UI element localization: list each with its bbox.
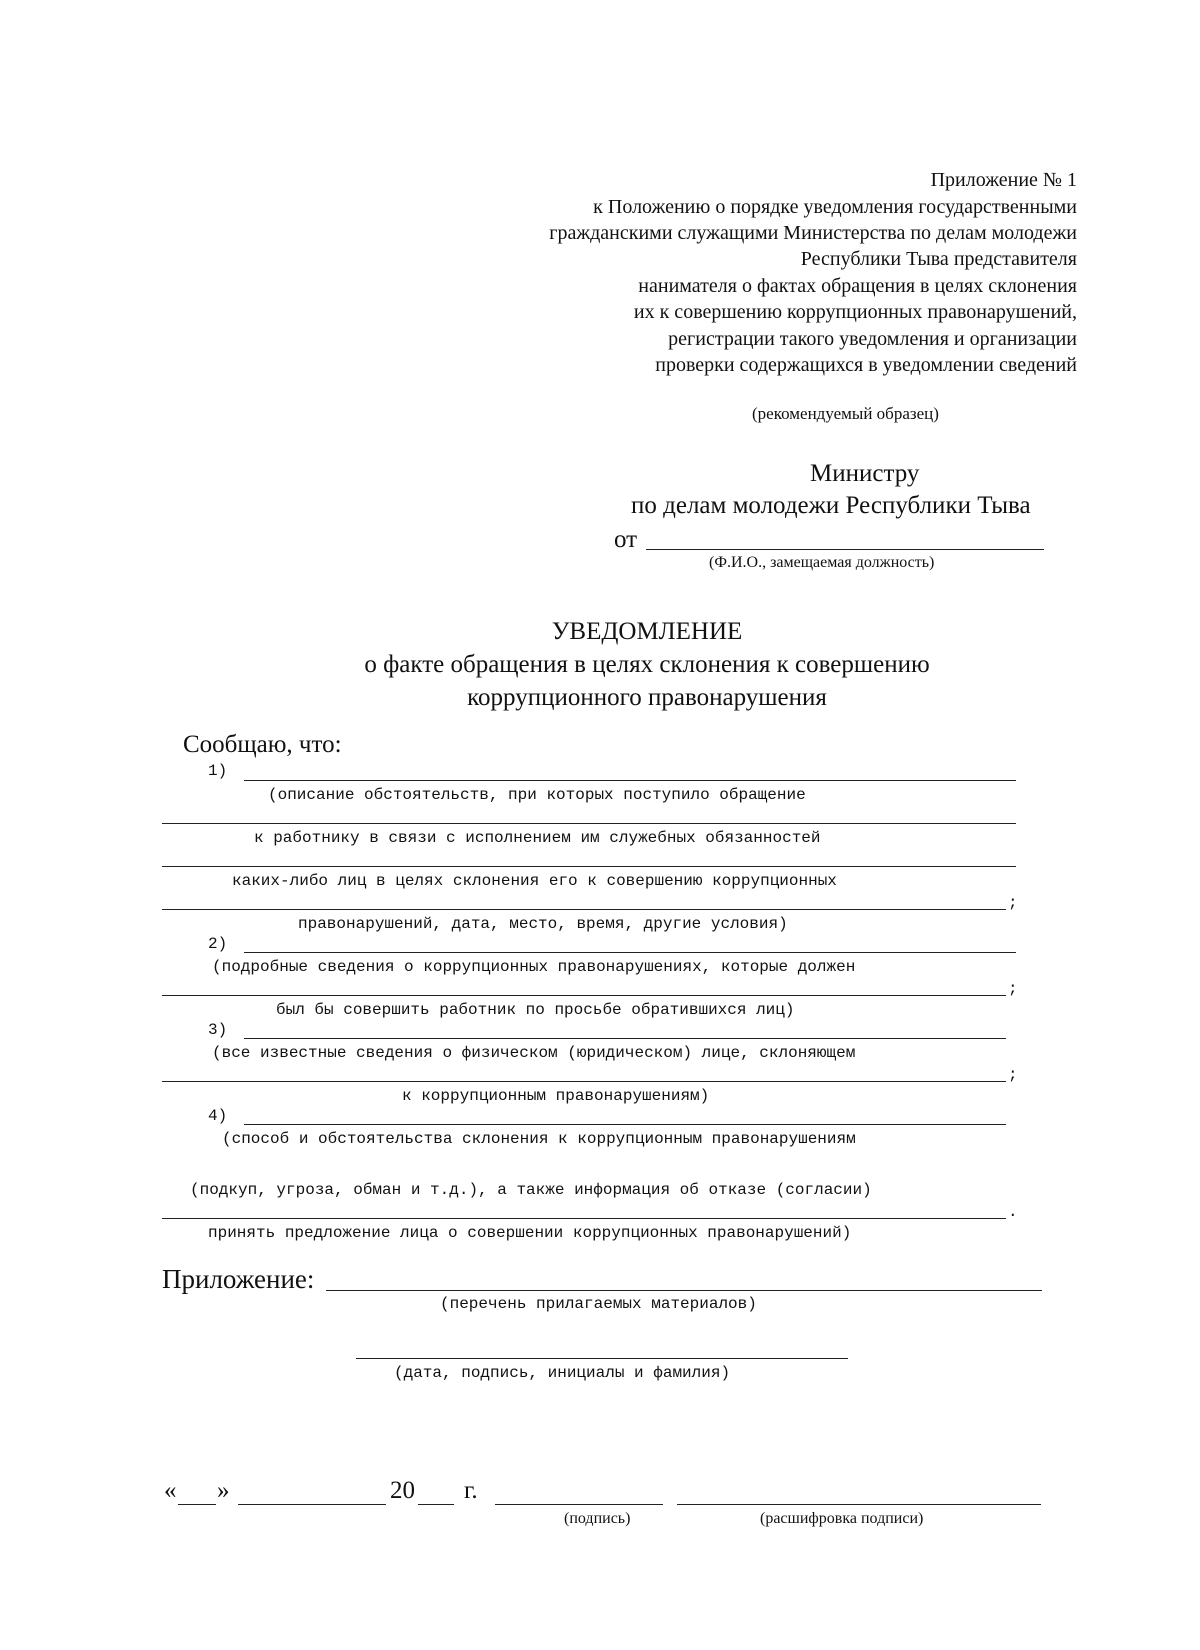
item-4-caption-1: (способ и обстоятельства склонения к коррупционным правонарушениям (222, 1130, 856, 1148)
signature-field-line[interactable] (356, 1358, 848, 1359)
from-field-line[interactable] (646, 549, 1044, 550)
item-3-caption-1: (все известные сведения о физическом (юридическом) лице, склоняющем (212, 1044, 856, 1062)
item-2-caption-2: был бы совершить работник по просьбе обратившихся лиц) (276, 1001, 795, 1019)
year-prefix: 20 (390, 1477, 415, 1504)
item-4-caption-2: (подкуп, угроза, обман и т.д.), а также информация об отказе (согласии) (190, 1181, 872, 1199)
item-1-caption-2: к работнику в связи с исполнением им служебных обязанностей (254, 829, 821, 847)
item-1-caption-3: каких-либо лиц в целях склонения его к совершению коррупционных (232, 872, 837, 890)
decoding-caption: (расшифровка подписи) (760, 1510, 924, 1527)
item-1-caption-1: (описание обстоятельств, при которых поступило обращение (268, 786, 806, 804)
item-1-number: 1) (208, 762, 228, 780)
appendix-line-5: их к совершению коррупционных правонарушений, (633, 301, 1077, 323)
item-4-field-line-1[interactable] (244, 1124, 1006, 1125)
month-field-line[interactable] (238, 1504, 386, 1505)
appendix-line-7: проверки содержащихся в уведомлении сведений (655, 354, 1077, 376)
item-1-field-line-3[interactable] (162, 866, 1016, 867)
appendix-line-1: к Положению о порядке уведомления государственными (593, 196, 1077, 218)
item-1-field-line-1[interactable] (244, 780, 1016, 781)
item-2-field-line-2[interactable] (162, 995, 1006, 996)
year-suffix: г. (464, 1477, 478, 1504)
signature-date-line[interactable] (495, 1504, 663, 1505)
intro-text: Сообщаю, что: (183, 731, 342, 758)
day-field-line[interactable] (178, 1504, 216, 1505)
from-label: от (614, 526, 638, 553)
notice-title: УВЕДОМЛЕНИЕ (551, 618, 743, 645)
date-close-quote: » (217, 1477, 230, 1504)
decoding-line[interactable] (677, 1504, 1041, 1505)
item-2-field-line-1[interactable] (244, 952, 1016, 953)
year-field-line[interactable] (418, 1504, 454, 1505)
appendix-line-2: гражданскими служащими Министерства по делам молодежи (549, 222, 1077, 244)
item-4-field-line-2[interactable] (162, 1218, 1006, 1219)
attachment-field-line[interactable] (326, 1290, 1042, 1291)
item-4-caption-3: принять предложение лица о совершении коррупционных правонарушений) (208, 1224, 852, 1242)
signature-caption: (дата, подпись, инициалы и фамилия) (394, 1364, 731, 1382)
item-2-end-mark: ; (1008, 980, 1018, 998)
item-3-caption-2: к коррупционным правонарушениям) (402, 1087, 710, 1105)
attachment-label: Приложение: (162, 1264, 315, 1294)
item-1-field-line-2[interactable] (162, 823, 1016, 824)
item-3-field-line-2[interactable] (162, 1081, 1006, 1082)
appendix-title: Приложение № 1 (930, 169, 1077, 191)
appendix-line-4: нанимателя о фактах обращения в целях склонения (638, 275, 1077, 297)
item-4-end-mark: . (1008, 1203, 1018, 1221)
item-3-end-mark: ; (1008, 1066, 1018, 1084)
attachment-caption: (перечень прилагаемых материалов) (440, 1295, 757, 1313)
notice-subtitle-1: о факте обращения в целях склонения к совершению (364, 651, 930, 678)
date-open-quote: « (164, 1477, 177, 1504)
from-caption: (Ф.И.О., замещаемая должность) (709, 554, 935, 571)
item-3-field-line-1[interactable] (244, 1038, 1006, 1039)
item-3-number: 3) (208, 1021, 228, 1039)
item-4-number: 4) (208, 1107, 228, 1125)
addressee-minister: Министру (810, 460, 920, 487)
sample-note: (рекомендуемый образец) (752, 404, 939, 423)
appendix-line-3: Республики Тыва представителя (800, 248, 1077, 270)
item-2-caption-1: (подробные сведения о коррупционных правонарушениях, которые должен (212, 958, 856, 976)
item-1-caption-4: правонарушений, дата, место, время, другие условия) (298, 915, 788, 933)
item-2-number: 2) (208, 935, 228, 953)
item-1-end-mark: ; (1008, 894, 1018, 912)
item-1-field-line-4[interactable] (162, 909, 1006, 910)
signature-date-caption: (подпись) (564, 1510, 631, 1527)
appendix-line-6: регистрации такого уведомления и организации (668, 328, 1077, 350)
notice-subtitle-2: коррупционного правонарушения (467, 684, 827, 711)
addressee-ministry: по делам молодежи Республики Тыва (631, 492, 1031, 519)
